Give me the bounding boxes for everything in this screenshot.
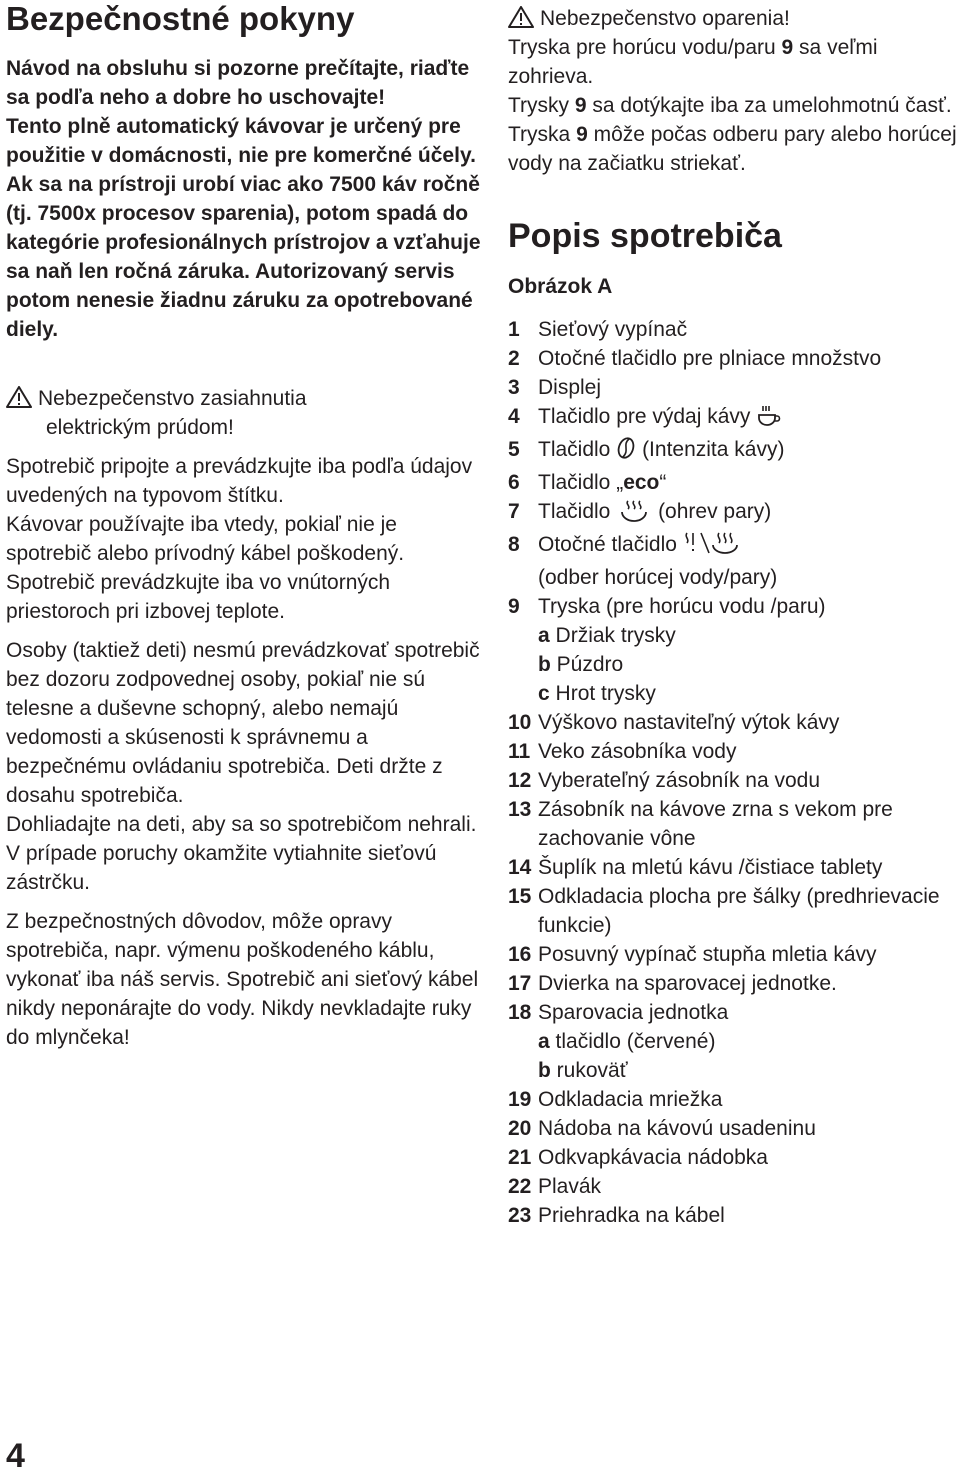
- warning-triangle-icon: [6, 386, 32, 408]
- list-item: 20 Nádoba na kávovú usadeninu: [508, 1117, 816, 1140]
- list-item: 16 Posuvný vypínač stupňa mletia kávy: [508, 943, 877, 966]
- list-item: 4 Tlačidlo pre výdaj kávy: [508, 402, 958, 435]
- list-item: 18 Sparovacia jednotka a tlačidlo (červené) b rukoväť: [508, 998, 958, 1085]
- figure-label: Obrázok A: [508, 275, 613, 298]
- list-item: 13 Zásobník na kávove zrna s vekom pre zachovanie vône: [508, 798, 893, 850]
- scald-line: Tryska pre horúcu vodu/paru 9 sa veľmi zohrieva.: [508, 36, 878, 88]
- warning-triangle-icon: [508, 6, 534, 28]
- children-text: [6, 636, 484, 897]
- intro-paragraph: Ak sa na prístroji urobí viac ako 7500 káv ročně (tj. 7500x procesov sparenia), potom spadá do kategórie profesionálnych prístrojov a vzťahuje sa naň len ročná záruka. Autorizovaný servis potom nenesie žiadnu záruku za opotrebované diely.: [6, 173, 481, 341]
- scald-warning-heading: [508, 4, 958, 33]
- safety-title: Bezpečnostné pokyny: [6, 0, 355, 37]
- list-item: 7 Tlačidlo (ohrev pary): [508, 497, 958, 530]
- list-item: 3 Displej: [508, 376, 602, 399]
- repair-paragraph: Z bezpečnostných dôvodov, môže opravy spotrebiča, napr. výmenu poškodeného káblu, vykonať iba náš servis. Spotrebič ani sieťový kábel nikdy neponárajte do vody. Nikdy nevkladajte ruky do mlynčeka!: [6, 910, 479, 1049]
- warning-paragraph: Kávovar používajte iba vtedy, pokiaľ nie je spotrebič alebo prívodný kábel poškodený.: [6, 513, 405, 565]
- sub-item: a tlačidlo (červené): [538, 1030, 716, 1053]
- sub-item: b Púzdro: [538, 653, 624, 676]
- coffee-bean-icon: [616, 436, 636, 468]
- warning-paragraph: Spotrebič prevádzkujte iba vo vnútorných priestoroch pri izbovej teplote.: [6, 571, 391, 623]
- list-item: 15 Odkladacia plocha pre šálky (predhrievacie funkcie): [508, 885, 940, 937]
- repair-text: [6, 907, 484, 1052]
- scald-line: Trysky 9 sa dotýkajte iba za umelohmotnú časť.: [508, 94, 952, 117]
- list-item: 21 Odkvapkávacia nádobka: [508, 1146, 768, 1169]
- fault-paragraph: V prípade poruchy okamžite vytiahnite sieťovú zástrčku.: [6, 842, 437, 894]
- list-item: 19 Odkladacia mriežka: [508, 1088, 723, 1111]
- list-item: 11 Veko zásobníka vody: [508, 740, 737, 763]
- list-item: 1 Sieťový vypínač: [508, 318, 688, 341]
- hot-water-steam-icon: [683, 531, 753, 563]
- left-column: [6, 0, 484, 1052]
- appliance-description-title: Popis spotrebiča: [508, 217, 782, 255]
- warning-paragraph: Spotrebič pripojte a prevádzkujte iba podľa údajov uvedených na typovom štítku.: [6, 455, 473, 507]
- intro-block: [6, 54, 484, 344]
- sub-item: c Hrot trysky: [538, 682, 656, 705]
- intro-paragraph: Návod na obsluhu si pozorne prečítajte, riaďte sa podľa neho a dobre ho uschovajte!: [6, 57, 470, 109]
- warning-heading-line2: elektrickým prúdom!: [46, 416, 234, 439]
- right-column: [508, 4, 958, 1230]
- list-item: 17 Dvierka na sparovacej jednotke.: [508, 972, 837, 995]
- sub-item: b rukoväť: [538, 1059, 628, 1082]
- parts-list: [508, 315, 958, 1230]
- electric-warning-heading: [6, 384, 484, 442]
- page-number: 4: [6, 1437, 25, 1475]
- scald-warning: [508, 4, 958, 178]
- list-item: 22 Plavák: [508, 1175, 602, 1198]
- list-item: 2 Otočné tlačidlo pre plniace množstvo: [508, 347, 882, 370]
- list-item: 9 Tryska (pre horúcu vodu /paru) a Držiak trysky b Púzdro c Hrot trysky: [508, 592, 958, 708]
- steam-icon: [616, 500, 652, 530]
- coffee-cup-icon: [756, 405, 782, 435]
- list-item: 8 Otočné tlačidlo (odber horúcej vody/pary): [508, 533, 778, 589]
- list-item: 12 Vyberateľný zásobník na vodu: [508, 769, 821, 792]
- scald-title: Nebezpečenstvo oparenia!: [540, 7, 790, 30]
- list-item: 23 Priehradka na kábel: [508, 1204, 725, 1227]
- intro-paragraph: Tento plně automatický kávovar je určený pre použitie v domácnosti, nie pre komerčné účely.: [6, 115, 476, 167]
- scald-line: Tryska 9 môže počas odberu pary alebo horúcej vody na začiatku striekať.: [508, 123, 957, 175]
- list-item: 10 Výškovo nastaviteľný výtok kávy: [508, 711, 840, 734]
- children-paragraph-2: Dohliadajte na deti, aby sa so spotrebičom nehrali.: [6, 813, 477, 836]
- list-item: 5 Tlačidlo (Intenzita kávy): [508, 435, 958, 468]
- electric-warning-text: [6, 452, 484, 626]
- list-item: 14 Šuplík na mletú kávu /čistiace tablety: [508, 856, 883, 879]
- warning-heading-line1: Nebezpečenstvo zasiahnutia: [38, 387, 307, 410]
- children-paragraph: Osoby (taktiež deti) nesmú prevádzkovať spotrebič bez dozoru zodpovednej osoby, pokiaľ nie sú telesne a duševne schopný, alebo nemajú vedomosti a skúsenosti k správnemu a bezpečnému ovládaniu spotrebiča. Deti držte z dosahu spotrebiča.: [6, 639, 480, 807]
- list-item: 6 Tlačidlo „eco“: [508, 471, 667, 494]
- sub-item: a Držiak trysky: [538, 624, 676, 647]
